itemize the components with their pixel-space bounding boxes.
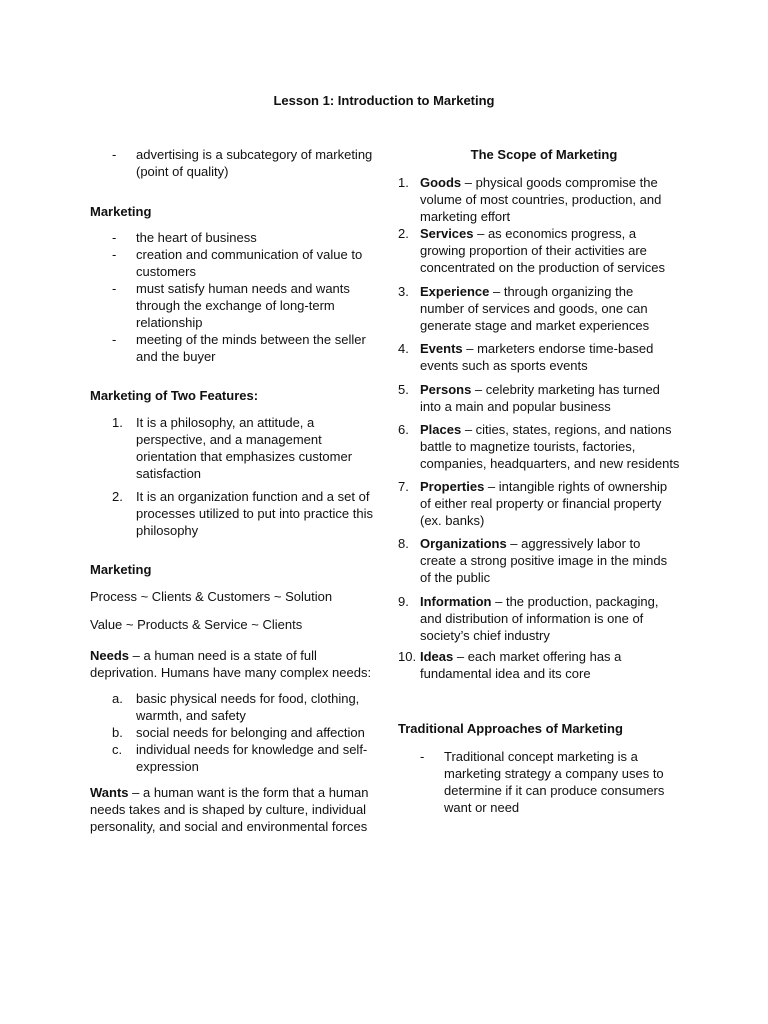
list-item-text: – physical goods compromise the volume of most countries, production, and marketing effort	[420, 175, 662, 224]
section-heading-two-features: Marketing of Two Features:	[90, 388, 259, 403]
number-marker: 1.	[398, 175, 409, 190]
list-item-text: – each market offering has a fundamental idea and its core	[420, 649, 622, 681]
section-heading-scope: The Scope of Marketing	[470, 147, 618, 162]
scope-list	[398, 174, 680, 682]
section-heading-marketing-2: Marketing	[90, 562, 152, 577]
list-item-text: advertising is a subcategory of marketing (point of quality)	[136, 147, 373, 179]
list-item	[398, 174, 680, 225]
list-item	[398, 593, 680, 644]
process-line: Process ~ Clients & Customers ~ Solution	[90, 589, 333, 604]
bullet-marker: -	[112, 247, 117, 262]
list-item-text: – intangible rights of ownership of either real property or financial property (ex. banks)	[420, 479, 668, 528]
list-item-text: – the production, packaging, and distribution of information is one of society’s chief industry	[420, 594, 659, 643]
list-item	[90, 690, 380, 724]
list-item-text: social needs for belonging and affection	[136, 725, 365, 740]
list-item-text: basic physical needs for food, clothing, warmth, and safety	[136, 691, 360, 723]
list-item-text: – marketers endorse time-based events such as sports events	[420, 341, 654, 373]
features-list	[90, 414, 380, 539]
number-marker: 3.	[398, 284, 409, 299]
list-item-text: – aggressively labor to create a strong positive image in the minds of the public	[420, 536, 668, 585]
list-item-text: the heart of business	[136, 230, 257, 245]
list-item-text: individual needs for knowledge and self-expression	[136, 742, 368, 774]
page-title: Lesson 1: Introduction to Marketing	[273, 93, 495, 108]
section-heading-traditional: Traditional Approaches of Marketing	[398, 721, 623, 736]
list-item-text: creation and communication of value to customers	[136, 247, 363, 279]
number-marker: 8.	[398, 536, 409, 551]
list-item	[90, 414, 380, 482]
list-item-text: – through organizing the number of services and goods, one can generate stage and market experiences	[420, 284, 650, 333]
number-marker: 7.	[398, 479, 409, 494]
list-item-text: meeting of the minds between the seller and the buyer	[136, 332, 366, 364]
list-item	[398, 421, 680, 472]
letter-marker: b.	[112, 725, 123, 740]
list-item-text: It is a philosophy, an attitude, a perspective, and a management orientation that emphasizes customer satisfaction	[136, 415, 353, 481]
bullet-marker: -	[112, 147, 117, 162]
list-item	[90, 246, 380, 280]
list-item-term: Goods	[420, 175, 462, 190]
list-item	[90, 146, 380, 180]
right-column	[398, 146, 680, 816]
needs-text: – a human need is a state of full deprivation. Humans have many complex needs:	[90, 648, 372, 680]
list-item	[90, 488, 380, 539]
list-item	[398, 535, 680, 586]
number-marker: 2.	[112, 489, 123, 504]
letter-marker: c.	[112, 742, 123, 757]
list-item-text: Traditional concept marketing is a marketing strategy a company uses to determine if it can produce consumers want or need	[444, 749, 665, 815]
bullet-marker: -	[112, 332, 117, 347]
number-marker: 1.	[112, 415, 123, 430]
number-marker: 4.	[398, 341, 409, 356]
list-item-text: – as economics progress, a growing proportion of their activities are concentrated on the production of services	[420, 226, 665, 275]
list-item-term: Information	[420, 594, 492, 609]
number-marker: 2.	[398, 226, 409, 241]
number-marker: 6.	[398, 422, 409, 437]
needs-list	[90, 690, 380, 775]
wants-term: Wants	[90, 785, 129, 800]
value-line: Value ~ Products & Service ~ Clients	[90, 617, 303, 632]
bullet-marker: -	[112, 230, 117, 245]
section-heading-marketing: Marketing	[90, 204, 152, 219]
list-item-text: – celebrity marketing has turned into a main and popular business	[420, 382, 660, 414]
number-marker: 9.	[398, 594, 409, 609]
bullet-marker: -	[112, 281, 117, 296]
list-item-term: Events	[420, 341, 463, 356]
wants-paragraph	[90, 784, 380, 835]
number-marker: 5.	[398, 382, 409, 397]
wants-text: – a human want is the form that a human needs takes and is shaped by culture, individual personality, and social and environmental forces	[90, 785, 369, 834]
traditional-bullet-list	[398, 748, 680, 816]
list-item	[398, 748, 680, 816]
list-item-term: Properties	[420, 479, 485, 494]
list-item	[398, 478, 680, 529]
list-item-text: – cities, states, regions, and nations battle to magnetize tourists, factories, companies, headquarters, and new residents	[420, 422, 680, 471]
intro-bullet-list	[90, 146, 380, 180]
list-item	[398, 340, 680, 374]
list-item-term: Experience	[420, 284, 490, 299]
bullet-marker: -	[420, 749, 425, 764]
list-item	[90, 741, 380, 775]
list-item-term: Persons	[420, 382, 472, 397]
list-item	[90, 724, 380, 741]
list-item-term: Places	[420, 422, 462, 437]
list-item	[398, 381, 680, 415]
list-item-text: It is an organization function and a set of processes utilized to put into practice this philosophy	[136, 489, 374, 538]
list-item	[90, 229, 380, 246]
needs-term: Needs	[90, 648, 130, 663]
letter-marker: a.	[112, 691, 123, 706]
list-item-text: must satisfy human needs and wants through the exchange of long-term relationship	[136, 281, 350, 330]
number-marker: 10.	[398, 649, 417, 664]
list-item	[90, 331, 380, 365]
list-item-term: Organizations	[420, 536, 507, 551]
needs-paragraph	[90, 647, 380, 681]
list-item-term: Ideas	[420, 649, 454, 664]
list-item	[398, 283, 680, 334]
list-item	[398, 225, 680, 276]
list-item-term: Services	[420, 226, 474, 241]
left-column	[90, 146, 380, 835]
list-item	[90, 280, 380, 331]
marketing-bullet-list	[90, 229, 380, 365]
list-item	[398, 648, 680, 682]
